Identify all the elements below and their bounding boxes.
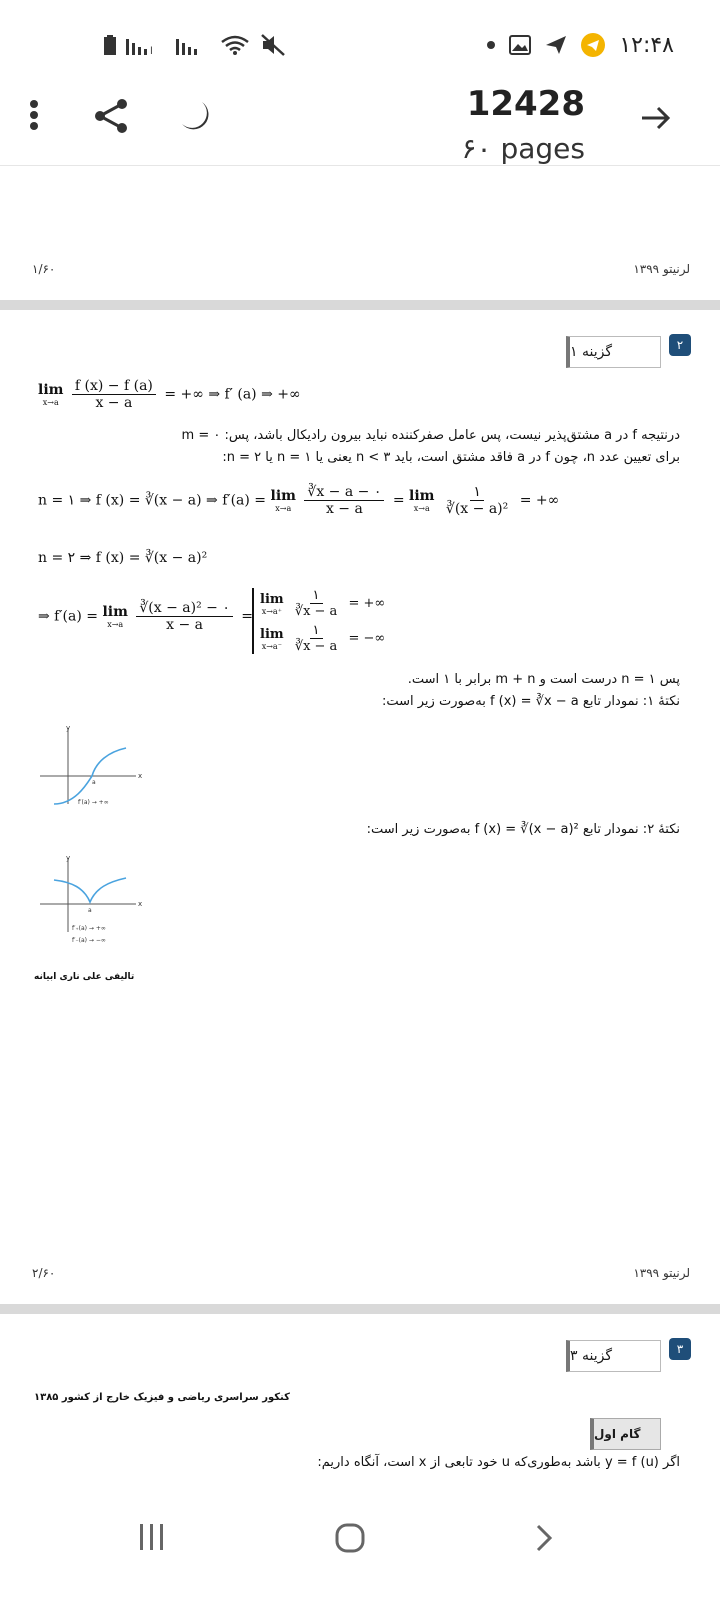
document-title: 12428 (466, 84, 585, 124)
fraction: $\frac{۱}{\text{∛(x − a)²}}$ (445, 484, 509, 517)
mute-icon (260, 33, 286, 57)
page-count: ۶۰ pages (461, 132, 585, 165)
gallery-icon (509, 35, 531, 55)
text-line: درنتیجه f در a مشتق‌پذیر نیست، پس عامل صفرکننده نباید بیرون رادیکال باشد، پس: m = ۰ (181, 428, 680, 443)
signal-icon (126, 35, 166, 55)
page-footer-brand: لرنیتو ۱۳۹۹ (633, 262, 690, 276)
status-icons-left (104, 30, 286, 60)
night-mode-icon[interactable] (174, 96, 214, 136)
page-separator (0, 1304, 720, 1314)
graph-caption-minus: f′₋(a) → −∞ (72, 937, 106, 944)
page-separator (0, 300, 720, 310)
recents-icon[interactable] (138, 1522, 166, 1552)
answer-option-box: گزینه ۱ (566, 336, 661, 368)
page-footer-brand: لرنیتو ۱۳۹۹ (633, 1266, 690, 1280)
axis-label-x: x (138, 900, 143, 908)
back-icon[interactable] (534, 1522, 554, 1554)
home-icon[interactable] (334, 1522, 366, 1554)
signal-icon (176, 35, 210, 55)
lim-op: lim x→a (409, 488, 435, 513)
equation-4: ⇒ f′(a) = lim x→a $\frac{\text{∛(x − a)² − ۰}}{x - a}$ = (38, 600, 254, 633)
answer-option-box: گزینه ۳ (566, 1340, 661, 1372)
case-minus: lim x→a⁻ $\frac{۱}{∛x - a}$ = −∞ (260, 623, 386, 654)
status-icons-right (487, 30, 674, 60)
wifi-icon (220, 34, 250, 56)
clock: ۱۲:۴۸ (619, 32, 674, 58)
axis-label-x: x (138, 772, 143, 780)
svg-text:l: l (150, 46, 153, 55)
fraction: $\frac{\text{∛(x − a)² − ۰}}{x - a}$ (136, 600, 232, 633)
fraction: $\frac{∛x - a - ۰}{x - a}$ (304, 484, 384, 517)
lim-op: lim x→a (102, 604, 128, 629)
top-app-bar (0, 78, 720, 166)
function-curve (54, 878, 126, 902)
equation-3: n = ۲ ⇒ f (x) = ∛(x − a)² (38, 550, 208, 566)
graph-cube-root (36, 722, 146, 812)
page-number: ۲/۶۰ (32, 1266, 56, 1280)
graph-caption-plus: f′₊(a) → +∞ (72, 925, 106, 932)
battery-icon (104, 35, 116, 55)
equation-1: lim x→a $\frac{f (x) - f (a)}{x - a}$ = +∞ ⇒ f′ (a) ⇒ +∞ (38, 378, 301, 411)
fraction: $\frac{f (x) - f (a)}{x - a}$ (72, 378, 156, 411)
note-2: نکتهٔ ۲: نمودار تابع f (x) = ∛(x − a)² به‌صورت زیر است: (366, 822, 680, 837)
header-divider (0, 165, 720, 166)
dot-icon (487, 41, 495, 49)
telegram-icon (581, 33, 605, 57)
case-plus: lim x→a⁺ $\frac{۱}{∛x - a}$ = +∞ (260, 588, 386, 619)
author-credit: تالیفی علی ناری ابیانه (34, 972, 135, 982)
lim-op: lim x→a (270, 488, 296, 513)
graph-caption: f′(a) → +∞ (78, 799, 109, 806)
lim-op: lim x→a (38, 382, 64, 407)
piecewise-cases (252, 588, 385, 654)
text-line: برای تعیین عدد n، چون f در a فاقد مشتق است، باید n < ۳ یعنی یا n = ۱ یا n = ۲: (222, 450, 680, 465)
page-number: ۱/۶۰ (32, 262, 56, 276)
exam-source: کنکور سراسری ریاضی و فیزیک خارج از کشور ۱۳۸۵ (34, 1392, 290, 1403)
status-bar (0, 0, 720, 90)
arrow-right-icon[interactable] (640, 104, 672, 132)
axis-label-y: y (66, 724, 71, 732)
question-number: ۳ (669, 1338, 691, 1360)
text-line: پس n = ۱ درست است و m + n برابر با ۱ است. (407, 672, 680, 687)
note-1: نکتهٔ ۱: نمودار تابع f (x) = ∛x − a به‌صورت زیر است: (381, 694, 680, 709)
graph-cube-root-squared (36, 852, 146, 952)
axis-label-y: y (66, 854, 71, 862)
send-icon (545, 35, 567, 55)
step-label: گام اول (590, 1418, 661, 1450)
question-number: ۲ (669, 334, 691, 356)
text-line: اگر y = f (u) باشد به‌طوری‌که u خود تابعی از x است، آنگاه داریم: (317, 1455, 680, 1470)
share-icon[interactable] (92, 96, 132, 136)
axis-label-a: a (88, 907, 92, 914)
equation-2: n = ۱ ⇒ f (x) = ∛(x − a) ⇒ f′(a) = lim x→a $\frac{∛x - a - ۰}{x - a}$ = lim x→a $\frac{۱}{\text{∛(x − a)²}}$ = +∞ (38, 484, 560, 517)
axis-label-a: a (92, 779, 96, 786)
more-vert-icon[interactable] (28, 100, 40, 130)
